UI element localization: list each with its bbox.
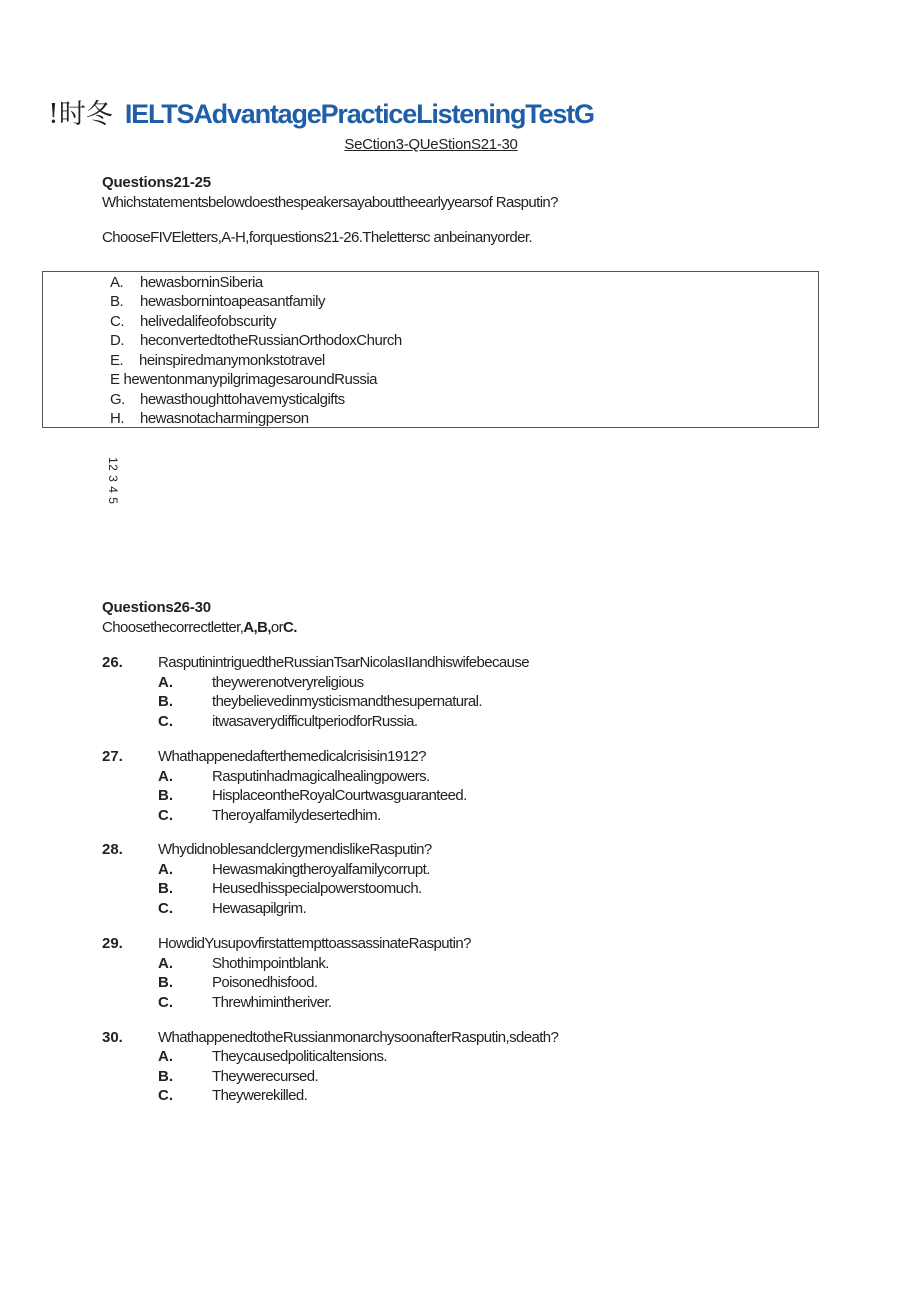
question-26-choice-b: B. theybelievedinmysticismandthesupernatural. <box>158 693 482 710</box>
question-29-choice-c: C. Threwhimintheriver. <box>158 994 332 1011</box>
part1-instruction: ChooseFIVEletters,A-H,forquestions21-26.Thelettersc anbeinanyorder. <box>102 229 533 246</box>
question-26-choice-a: A. theywerenotveryreligious <box>158 674 364 691</box>
section-subtitle: SeCtion3-QUeStionS21-30 <box>344 136 518 153</box>
title-prefix: !时冬 <box>48 99 113 130</box>
question-26-choice-c: C. itwasaverydifficultperiodforRussia. <box>158 713 418 730</box>
question-28-choice-b: B. Heusedhisspecialpowerstoomuch. <box>158 880 422 897</box>
option-e: E. heinspiredmanymonkstotravel <box>110 352 325 369</box>
option-a: A. hewasborninSiberia <box>110 274 263 291</box>
option-b: B. hewasbornintoapeasantfamily <box>110 293 325 310</box>
options-box <box>42 271 819 428</box>
part2-heading: Questions26-30 <box>102 599 211 616</box>
question-30-choice-a: A. Theycausedpoliticaltensions. <box>158 1048 387 1065</box>
question-29-choice-a: A. Shothimpointblank. <box>158 955 329 972</box>
question-27-choice-c: C. Theroyalfamilydesertedhim. <box>158 807 381 824</box>
question-30-choice-c: C. Theywerekilled. <box>158 1087 308 1104</box>
option-d: D. heconvertedtotheRussianOrthodoxChurch <box>110 332 402 349</box>
part1-heading: Questions21-25 <box>102 174 211 191</box>
question-30-choice-b: B. Theywerecursed. <box>158 1068 319 1085</box>
question-27-choice-b: B. HisplaceontheRoyalCourtwasguaranteed. <box>158 787 467 804</box>
page-title <box>48 92 594 131</box>
question-27-choice-a: A. Rasputinhadmagicalhealingpowers. <box>158 768 430 785</box>
option-c: C. helivedalifeofobscurity <box>110 313 277 330</box>
option-f: E hewentonmanypilgrimagesaroundRussia <box>110 371 378 388</box>
part2-instruction: Choosethecorrectletter,A,B,orC. <box>102 619 297 636</box>
part1-question: Whichstatementsbelowdoesthespeakersayabouttheearlyyearsof Rasputin? <box>102 194 558 211</box>
question-28-choice-c: C. Hewasapilgrim. <box>158 900 307 917</box>
option-h: H. hewasnotacharmingperson <box>110 410 309 427</box>
option-g: G. hewasthoughttohavemysticalgifts <box>110 391 345 408</box>
question-28-choice-a: A. Hewasmakingtheroyalfamilycorrupt. <box>158 861 430 878</box>
question-29-choice-b: B. Poisonedhisfood. <box>158 974 318 991</box>
title-text: IELTSAdvantagePracticeListeningTestG <box>124 99 594 129</box>
answer-numbers: 12 3 4 5 <box>106 457 120 505</box>
